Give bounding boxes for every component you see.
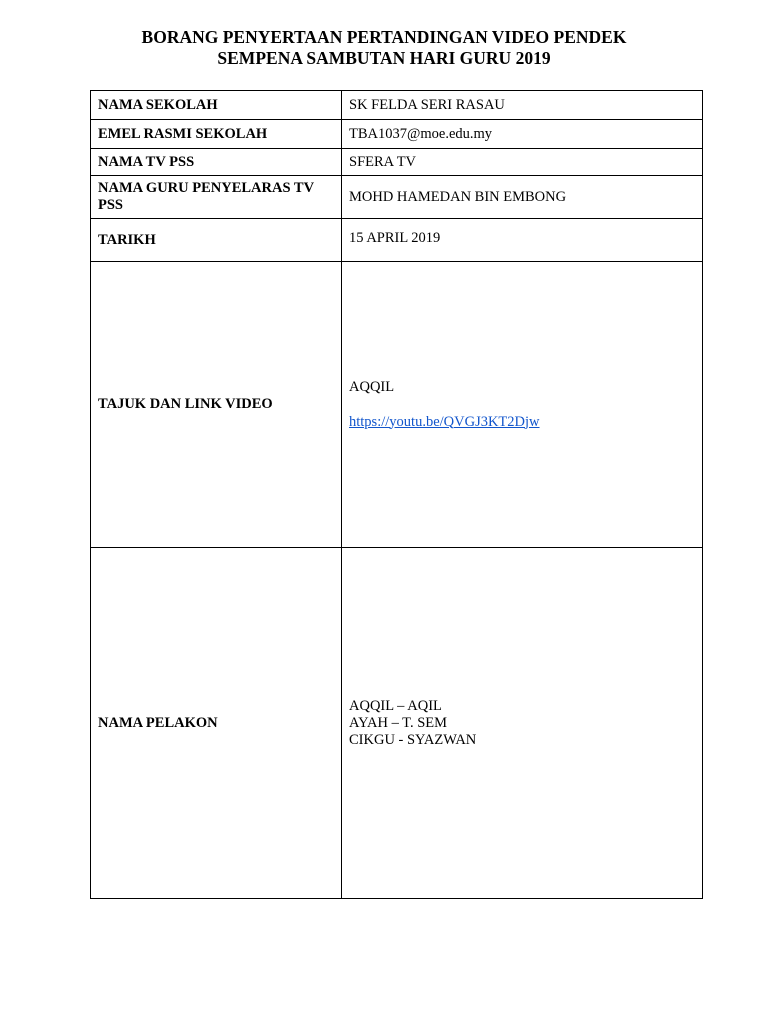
label-nama-tv: NAMA TV PSS [91,149,342,176]
form-title-line-1: BORANG PENYERTAAN PERTANDINGAN VIDEO PENDEK [141,27,627,47]
table-row [91,548,703,899]
table-row [91,120,703,149]
table-row [91,149,703,176]
value-tarikh [342,219,703,262]
value-guru-penyelaras: MOHD HAMEDAN BIN EMBONG [342,176,703,219]
actor-line: AQQIL – AQIL [349,697,442,714]
table-row [91,262,703,548]
label-nama-sekolah: NAMA SEKOLAH [91,91,342,120]
entry-form-table [90,90,703,899]
actor-line: AYAH – T. SEM [349,714,448,731]
table-row [91,91,703,120]
value-emel-rasmi: TBA1037@moe.edu.my [342,120,703,149]
value-nama-sekolah: SK FELDA SERI RASAU [342,91,703,120]
value-nama-tv: SFERA TV [342,149,703,176]
label-tajuk-link: TAJUK DAN LINK VIDEO [91,262,342,548]
form-title [0,27,768,69]
label-tarikh: TARIKH [91,219,342,262]
video-title: AQQIL [349,378,395,395]
form-title-line-2: SEMPENA SAMBUTAN HARI GURU 2019 [217,48,551,68]
table-row [91,176,703,219]
actor-line: CIKGU - SYAZWAN [349,731,477,748]
tarikh-text: 15 APRIL 2019 [349,230,441,246]
value-tajuk-link [342,262,703,548]
label-guru-penyelaras: NAMA GURU PENYELARAS TV PSS [91,176,342,219]
label-emel-rasmi: EMEL RASMI SEKOLAH [91,120,342,149]
label-nama-pelakon: NAMA PELAKON [91,548,342,899]
value-nama-pelakon [342,548,703,899]
video-link[interactable]: https://youtu.be/QVGJ3KT2Djw [349,413,540,430]
table-row [91,219,703,262]
